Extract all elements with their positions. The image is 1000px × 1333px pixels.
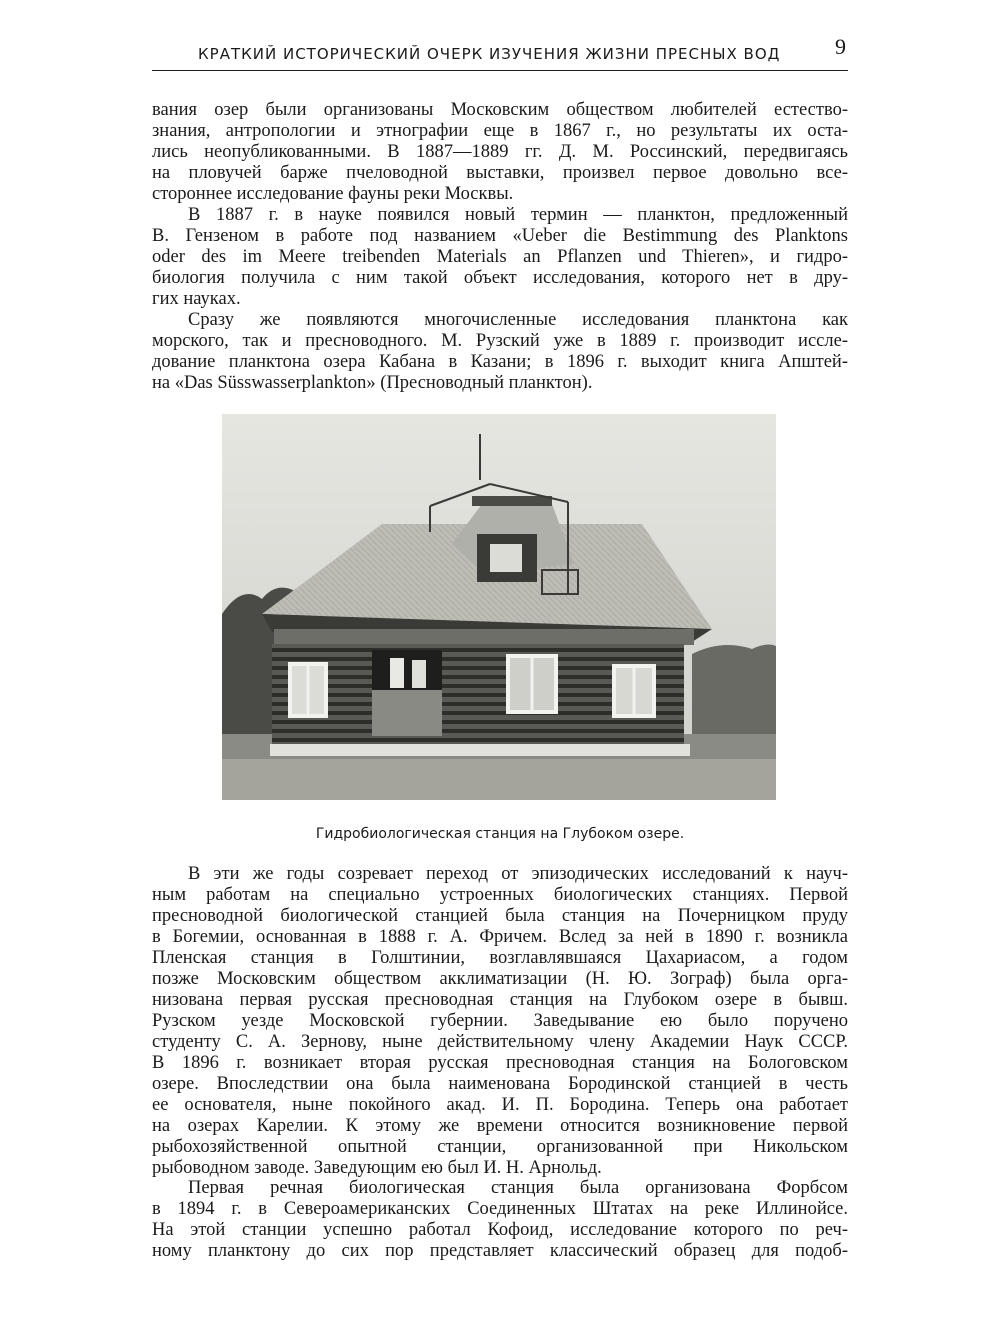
paragraph-3 [152,310,848,394]
text-line: озере. Впоследствии она была наименована Бородинской станцией в честь [152,1074,848,1094]
figure-caption: Гидробиологическая станция на Глубоком озере. [315,826,685,842]
text-line: oder des im Meere treibenden Materials an Pflanzen und Thieren», и гидро- [152,247,848,267]
paragraph-4 [152,864,848,1179]
text-line: стороннее исследование фауны реки Москвы. [152,184,514,204]
running-header [152,30,848,74]
text-line: рыбохозяйственной опытной станции, организованной при Никольском [152,1137,848,1157]
text-line: Рузском уезде Московской губернии. Заведывание ею было поручено [152,1011,848,1031]
paragraph-2 [152,205,848,310]
text-line: студенту С. А. Зернову, ныне действительному члену Академии Наук СССР. [152,1032,848,1052]
text-line: низована первая русская пресноводная станция на Глубоком озере в бывш. [152,990,848,1010]
text-line: на «Das Süsswasserplankton» (Пресноводный планктон). [152,373,593,393]
page-number: 9 [835,34,846,59]
text-line: в Богемии, основанная в 1888 г. А. Фричем. Вслед за ней в 1890 г. возникла [152,927,848,947]
text-line: В 1887 г. в науке появился новый термин — планктон, предложенный [188,205,848,225]
station-photograph [222,414,776,800]
text-line: На этой станции успешно работал Кофоид, исследование которого по реч- [152,1220,848,1240]
text-line: знания, антропологии и этнографии еще в 1867 г., но результаты их оста- [152,121,848,141]
text-line: биология получила с ним такой объект исследования, которого нет в дру- [152,268,848,288]
text-line: на озерах Карелии. К этому же времени относится возникновение первой [152,1116,848,1136]
text-line: Пленская станция в Голштинии, возглавлявшаяся Цахариасом, а годом [152,948,848,968]
text-line: ее основателя, ныне покойного акад. И. П. Бородина. Теперь она работает [152,1095,848,1115]
text-line: на пловучей барже пчеловодной выставки, произвел первое довольно все- [152,163,848,183]
text-line: гих науках. [152,289,241,309]
text-line: рыбоводном заводе. Заведующим ею был И. Н. Арнольд. [152,1158,602,1178]
text-line: ным работам на специально устроенных биологических станциях. Первой [152,885,848,905]
paragraph-1 [152,100,848,205]
text-line: лись неопубликованными. В 1887—1889 гг. Д. М. Россинский, передвигаясь [152,142,848,162]
text-line: вания озер были организованы Московским обществом любителей естество- [152,100,848,120]
paragraph-5 [152,1178,848,1262]
text-line: ному планктону до сих пор представляет классический образец для подоб- [152,1241,848,1261]
text-line: В. Гензеном в работе под названием «Ueber die Bestimmung des Planktons [152,226,848,246]
station-illustration [222,414,776,800]
running-head-title: КРАТКИЙ ИСТОРИЧЕСКИЙ ОЧЕРК ИЗУЧЕНИЯ ЖИЗНИ ПРЕСНЫХ ВОД [198,45,781,63]
text-line: морского, так и пресноводного. М. Рузский уже в 1889 г. производит иссле- [152,331,848,351]
text-line: В 1896 г. возникает вторая русская пресноводная станция на Бологовском [152,1053,848,1073]
text-line: позже Московским обществом акклиматизации (Н. Ю. Зограф) была орга- [152,969,848,989]
text-line: Сразу же появляются многочисленные исследования планктона как [188,310,848,330]
text-line: в 1894 г. в Североамериканских Соединенных Штатах на реке Иллинойсе. [152,1199,848,1219]
text-line: В эти же годы созревает переход от эпизодических исследований к науч- [188,864,848,884]
text-line: Первая речная биологическая станция была организована Форбсом [188,1178,848,1198]
text-line: дование планктона озера Кабана в Казани; в 1896 г. выходит книга Апштей- [152,352,848,372]
header-rule [152,70,848,71]
text-line: пресноводной биологической станцией была станция на Почерницком пруду [152,906,848,926]
